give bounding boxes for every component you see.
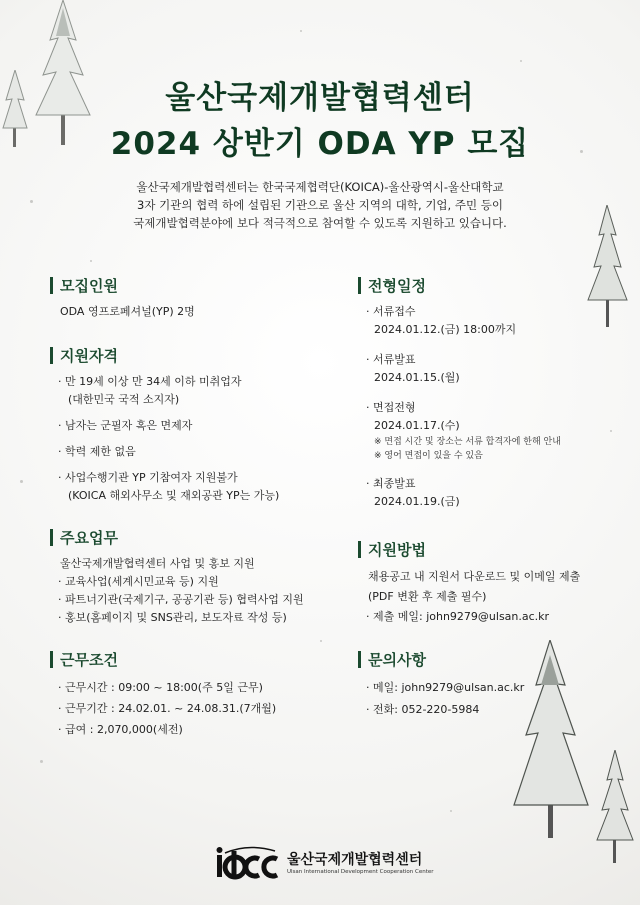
poster-title: 울산국제개발협력센터 [165,80,475,116]
section-bar [358,277,361,294]
section-header-recruit [50,275,340,295]
section-header-schedule [358,275,608,295]
qualification-item: · 남자는 군필자 혹은 면제자 [58,419,193,432]
section-title: 지원자격 [60,346,118,365]
intro-paragraph [0,178,640,232]
qualification-item: (KOICA 해외사무소 및 재외공관 YP는 가능) [68,489,280,502]
snowy-tree-illustration [595,750,635,865]
snowflake [450,810,452,812]
section-header-contact [358,649,608,669]
schedule-note: ※ 영어 면접이 있을 수 있음 [374,451,483,461]
section-title: 지원방법 [368,540,426,559]
schedule-label: · 최종발표 [366,477,416,490]
schedule-note: ※ 면접 시간 및 장소는 서류 합격자에 한해 안내 [374,437,561,447]
section-header-qualification [50,345,340,365]
section-bar [50,277,53,294]
section-bar [50,651,53,668]
snowflake [90,260,92,262]
section-title: 주요업무 [60,528,118,547]
snowflake [520,60,522,62]
poster-subtitle: 2024 상반기 ODA YP 모집 [110,126,530,162]
section-bar [358,651,361,668]
organization-logo [215,845,455,885]
schedule-date: 2024.01.19.(금) [374,495,460,508]
section-bar [358,541,361,558]
snowflake [40,760,43,763]
left-column [50,275,340,740]
section-header-conditions [50,649,340,669]
schedule-date: 2024.01.17.(수) [374,419,460,432]
condition-item: · 근무시간 : 09:00 ~ 18:00(주 5일 근무) [58,681,263,694]
section-bar [50,347,53,364]
apply-text: 채용공고 내 지원서 다운로드 및 이메일 제출 [368,570,581,583]
schedule-date: 2024.01.15.(월) [374,371,460,384]
section-header-duties [50,527,340,547]
contact-email: · 메일: john9279@ulsan.ac.kr [366,681,525,694]
duty-item: · 교육사업(세계시민교육 등) 지원 [58,575,219,588]
intro-line: 국제개발협력분야에 보다 적극적으로 참여할 수 있도록 지원하고 있습니다. [133,216,507,230]
duties-lead: 울산국제개발협력센터 사업 및 홍보 지원 [60,557,255,570]
section-title: 전형일정 [368,276,426,295]
intro-line: 3자 기관의 협력 하에 설립된 기관으로 울산 지역의 대학, 기업, 주민 등이 [137,198,503,212]
section-title: 모집인원 [60,276,118,295]
condition-item: · 근무기간 : 24.02.01. ~ 24.08.31.(7개월) [58,702,277,715]
snowflake [610,430,612,432]
right-column [358,275,608,721]
idcc-logo-icon [215,845,281,883]
schedule-label: · 면접전형 [366,401,416,414]
apply-email: · 제출 메일: john9279@ulsan.ac.kr [366,610,550,623]
qualification-item: (대한민국 국적 소지자) [68,393,180,406]
snowflake [300,30,302,32]
intro-line: 울산국제개발협력센터는 한국국제협력단(KOICA)-울산광역시-울산대학교 [136,180,504,194]
schedule-date: 2024.01.12.(금) 18:00까지 [374,323,517,336]
condition-item: · 급여 : 2,070,000(세전) [58,723,183,736]
section-header-apply [358,539,608,559]
schedule-label: · 서류접수 [366,305,416,318]
recruit-count: ODA 영프로페셔널(YP) 2명 [60,305,195,318]
duty-item: · 홍보(홈페이지 및 SNS관리, 보도자료 작성 등) [58,611,287,624]
qualification-item: · 학력 제한 없음 [58,445,136,458]
organization-name: 울산국제개발협력센터 [287,852,423,868]
qualification-item: · 사업수행기관 YP 기참여자 지원불가 [58,471,238,484]
organization-english-name: Ulsan International Development Cooperation Center [287,869,434,875]
duty-item: · 파트너기관(국제기구, 공공기관 등) 협력사업 지원 [58,593,304,606]
section-bar [50,529,53,546]
section-title: 근무조건 [60,650,118,669]
section-title: 문의사항 [368,650,426,669]
apply-text: (PDF 변환 후 제출 필수) [368,590,487,603]
snowflake [20,480,23,483]
contact-phone: · 전화: 052-220-5984 [366,703,480,716]
schedule-label: · 서류발표 [366,353,416,366]
qualification-item: · 만 19세 이상 만 34세 이하 미취업자 [58,375,242,388]
